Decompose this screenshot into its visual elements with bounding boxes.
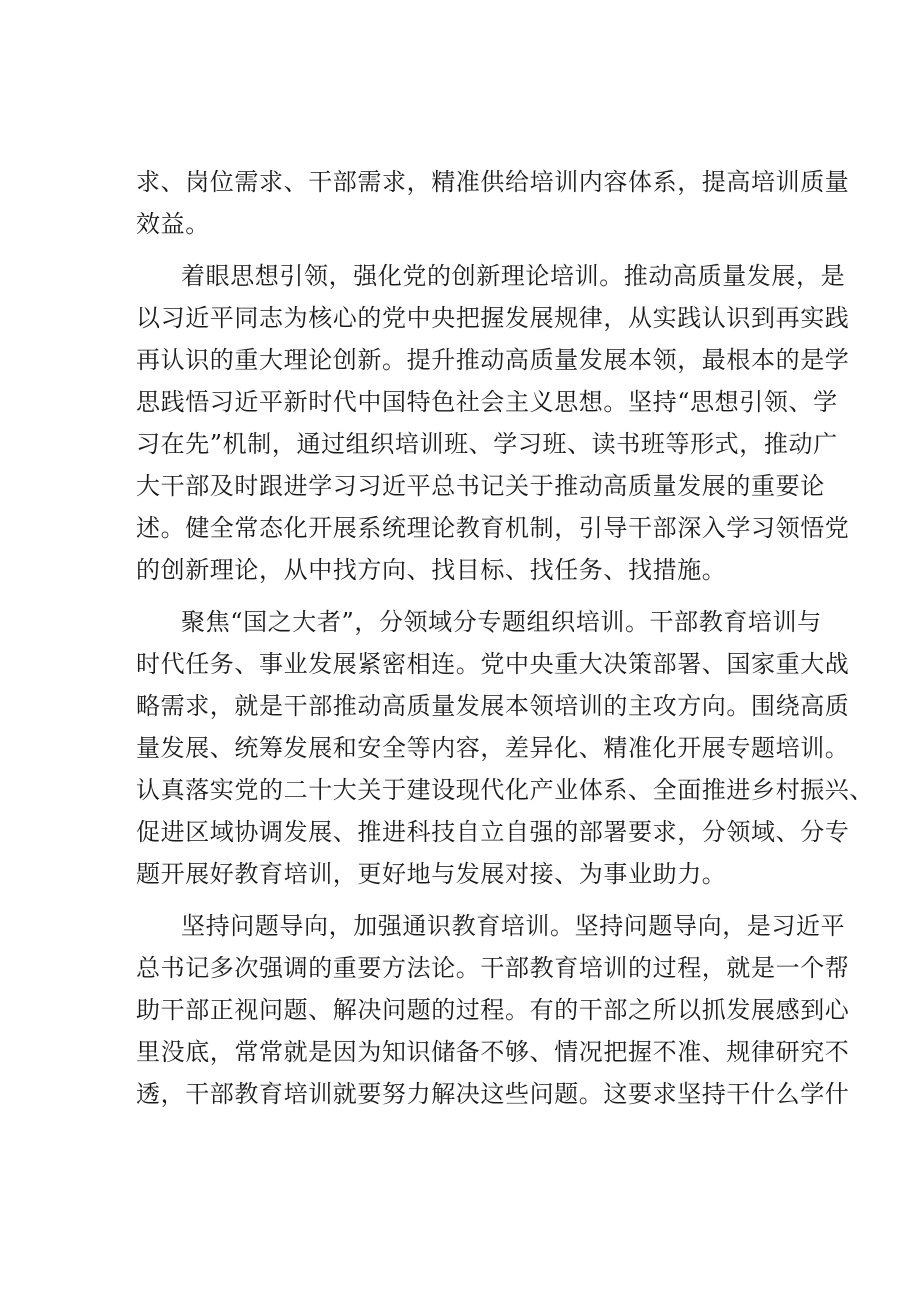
paragraph-3-line-2: 时代任务、事业发展紧密相连。党中央重大决策部署、国家重大战 [136, 650, 850, 678]
paragraph-4-line-4: 里没底，常常就是因为知识储备不够、情况把握不准、规律研究不 [136, 1038, 850, 1066]
paragraph-2-line-2: 以习近平同志为核心的党中央把握发展规律，从实践认识到再实践 [136, 304, 850, 332]
paragraph-2-line-7: 述。健全常态化开展系统理论教育机制，引导干部深入学习领悟党 [136, 514, 850, 542]
paragraph-4-line-1: 坚持问题导向，加强通识教育培训。坚持问题导向，是习近平 [181, 912, 846, 940]
paragraph-4-line-2: 总书记多次强调的重要方法论。干部教育培训的过程，就是一个帮 [136, 954, 850, 982]
paragraph-3-line-1: 聚焦“国之大者”，分领域分专题组织培训。干部教育培训与 [181, 608, 822, 636]
paragraph-2-line-4: 思践悟习近平新时代中国特色社会主义思想。坚持“思想引领、学 [136, 388, 838, 416]
paragraph-2-line-1: 着眼思想引领，强化党的创新理论培训。推动高质量发展，是 [181, 262, 846, 290]
paragraph-2-line-6: 大干部及时跟进学习习近平总书记关于推动高质量发展的重要论 [136, 472, 825, 500]
paragraph-1-line-1: 求、岗位需求、干部需求，精准供给培训内容体系，提高培训质量 [136, 168, 850, 196]
paragraph-2-line-3: 再认识的重大理论创新。提升推动高质量发展本领，最根本的是学 [136, 346, 850, 374]
paragraph-3-line-3: 略需求，就是干部推动高质量发展本领培训的主攻方向。围绕高质 [136, 692, 850, 720]
paragraph-3-line-7: 题开展好教育培训，更好地与发展对接、为事业助力。 [136, 860, 727, 888]
paragraph-4-line-5: 透，干部教育培训就要努力解决这些问题。这要求坚持干什么学什 [136, 1080, 850, 1108]
paragraph-3-line-6: 促进区域协调发展、推进科技自立自强的部署要求，分领域、分专 [136, 818, 850, 846]
paragraph-4-line-3: 助干部正视问题、解决问题的过程。有的干部之所以抓发展感到心 [136, 996, 850, 1024]
paragraph-3-line-5: 认真落实党的二十大关于建设现代化产业体系、全面推进乡村振兴、 [136, 776, 874, 804]
paragraph-2-line-5: 习在先”机制，通过组织培训班、学习班、读书班等形式，推动广 [136, 430, 838, 458]
paragraph-3-line-4: 量发展、统筹发展和安全等内容，差异化、精准化开展专题培训。 [136, 734, 850, 762]
paragraph-2-line-8: 的创新理论，从中找方向、找目标、找任务、找措施。 [136, 556, 727, 584]
paragraph-1-line-2: 效益。 [136, 210, 210, 238]
